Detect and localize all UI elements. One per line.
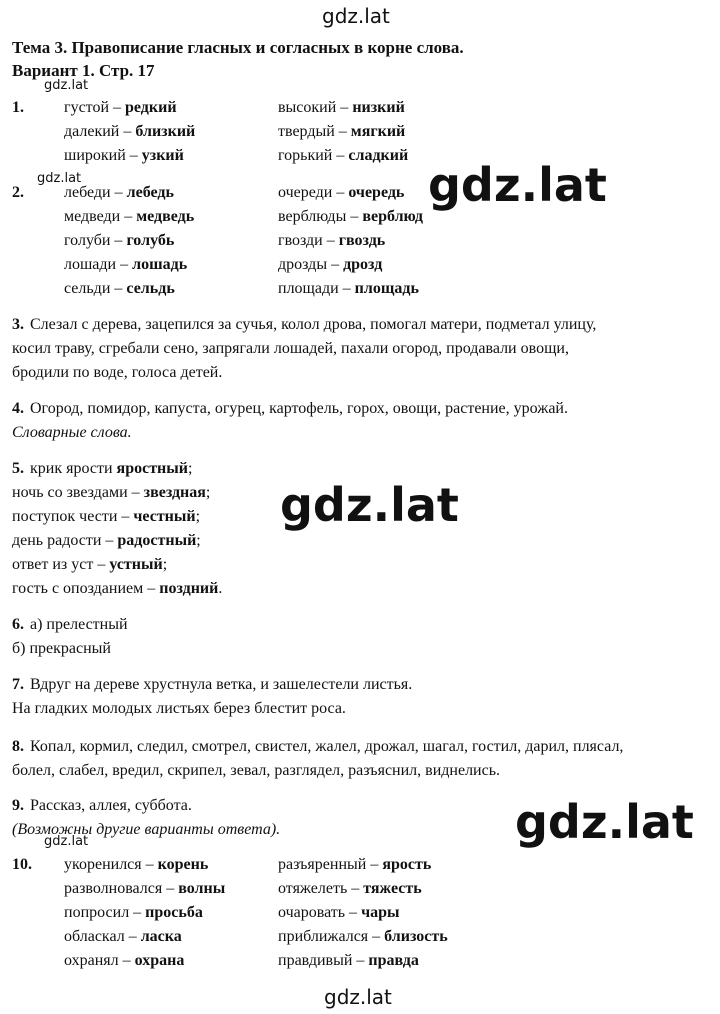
exercise-number: 4. <box>12 400 24 417</box>
exercise-number: 2. <box>12 184 24 201</box>
paragraph-line: бродили по воде, голоса детей. <box>12 364 223 381</box>
paragraph-line: Слезал с дерева, зацепился за сучья, колол дрова, помогал матери, подметал улицу, <box>30 316 597 333</box>
word-pair: высокий – низкий <box>278 99 405 116</box>
watermark-bottom: gdz.lat <box>324 985 392 1009</box>
word-pair: медведи – медведь <box>64 208 195 225</box>
word-pair: отяжелеть – тяжесть <box>278 880 422 897</box>
word-pair: приближался – близость <box>278 928 448 945</box>
watermark-large: gdz.lat <box>515 795 694 849</box>
exercise-number: 3. <box>12 316 24 333</box>
watermark-small: gdz.lat <box>37 171 82 186</box>
exercise-number: 10. <box>12 856 32 873</box>
word-pair: горький – сладкий <box>278 147 409 164</box>
word-pair: правдивый – правда <box>278 952 419 969</box>
watermark-top: gdz.lat <box>322 4 390 28</box>
exercise-number: 9. <box>12 797 24 814</box>
watermark-large: gdz.lat <box>280 478 459 532</box>
note: (Возможны другие варианты ответа). <box>12 821 281 838</box>
word-pair: голуби – голубь <box>64 232 175 249</box>
word-pair: разъяренный – ярость <box>278 856 432 873</box>
paragraph-line: Рассказ, аллея, суббота. <box>30 797 192 814</box>
exercise-number: 1. <box>12 99 24 116</box>
paragraph-line: Огород, помидор, капуста, огурец, картофель, горох, овощи, растение, урожай. <box>30 400 568 417</box>
word-pair: ответ из уст – устный; <box>12 556 168 573</box>
word-pair: охранял – охрана <box>64 952 185 969</box>
paragraph-line: На гладких молодых листьях берез блестит роса. <box>12 700 346 717</box>
word-pair: гость с опозданием – поздний. <box>12 580 223 597</box>
word-pair: обласкал – ласка <box>64 928 182 945</box>
word-pair: разволновался – волны <box>64 880 226 897</box>
answer-line: б) прекрасный <box>12 640 111 657</box>
word-pair: укоренился – корень <box>64 856 209 873</box>
watermark-large: gdz.lat <box>428 158 607 212</box>
word-pair: твердый – мягкий <box>278 123 406 140</box>
word-pair: поступок чести – честный; <box>12 508 201 525</box>
page-title: Тема 3. Правописание гласных и согласных в корне слова. <box>12 38 464 57</box>
exercise-number: 7. <box>12 676 24 693</box>
paragraph-line: косил траву, сгребали сено, запрягали лошадей, пахали огород, продавали овощи, <box>12 340 569 357</box>
watermark-small: gdz.lat <box>44 834 89 849</box>
word-pair: ночь со звездами – звездная; <box>12 484 211 501</box>
word-pair: широкий – узкий <box>64 147 184 164</box>
exercise-number: 6. <box>12 616 24 633</box>
word-pair: крик ярости яростный; <box>30 460 193 477</box>
word-pair: верблюды – верблюд <box>278 208 423 225</box>
exercise-number: 5. <box>12 460 24 477</box>
word-pair: очаровать – чары <box>278 904 400 921</box>
watermark-small: gdz.lat <box>44 78 89 93</box>
word-pair: густой – редкий <box>64 99 177 116</box>
answer-line: а) прелестный <box>30 616 128 633</box>
word-pair: далекий – близкий <box>64 123 196 140</box>
word-pair: попросил – просьба <box>64 904 203 921</box>
word-pair: лошади – лошадь <box>64 256 188 273</box>
word-pair: лебеди – лебедь <box>64 184 174 201</box>
word-pair: сельди – сельдь <box>64 280 175 297</box>
word-pair: день радости – радостный; <box>12 532 201 549</box>
word-pair: очереди – очередь <box>278 184 405 201</box>
paragraph-line: Копал, кормил, следил, смотрел, свистел, жалел, дрожал, шагал, гостил, дарил, плясал, <box>30 738 624 755</box>
note: Словарные слова. <box>12 424 132 441</box>
paragraph-line: Вдруг на дереве хрустнула ветка, и зашелестели листья. <box>30 676 413 693</box>
word-pair: площади – площадь <box>278 280 419 297</box>
exercise-number: 8. <box>12 738 24 755</box>
word-pair: гвозди – гвоздь <box>278 232 386 249</box>
paragraph-line: болел, слабел, вредил, скрипел, зевал, разглядел, разъяснил, виднелись. <box>12 762 501 779</box>
word-pair: дрозды – дрозд <box>278 256 383 273</box>
variant-label: Вариант 1. Стр. 17 <box>12 61 155 80</box>
